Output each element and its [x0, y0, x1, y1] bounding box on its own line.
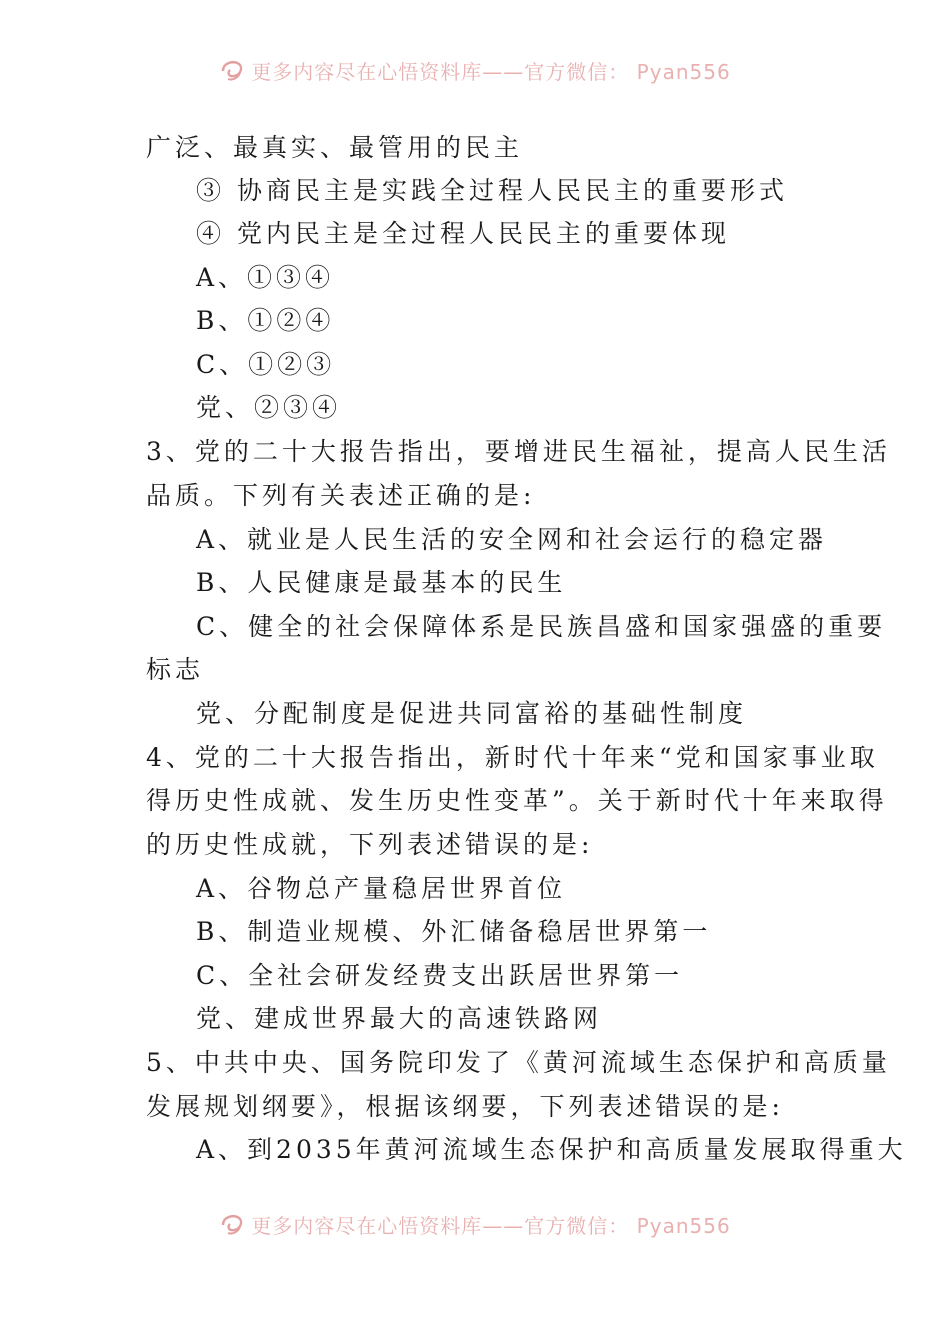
option-line: C、全社会研发经费支出跃居世界第一 [196, 961, 684, 990]
option-line: B、①②④ [196, 306, 335, 335]
watermark-text: 更多内容尽在心悟资料库——官方微信： Pyan556 [251, 59, 731, 84]
watermark-text: 更多内容尽在心悟资料库——官方微信： Pyan556 [251, 1213, 731, 1238]
question-line: 4、党的二十大报告指出，新时代十年来“党和国家事业取 [146, 743, 879, 772]
footer-watermark [0, 1206, 950, 1242]
option-line: 党、建成世界最大的高速铁路网 [196, 1004, 603, 1033]
text-line: ④ 党内民主是全过程人民民主的重要体现 [196, 219, 730, 248]
question-line: 3、党的二十大报告指出，要增进民生福祉，提高人民生活 [146, 437, 891, 466]
option-line: A、谷物总产量稳居世界首位 [196, 874, 567, 903]
option-line: 党、分配制度是促进共同富裕的基础性制度 [196, 699, 748, 728]
option-line: A、①③④ [196, 263, 335, 292]
question-line: 的历史性成就，下列表述错误的是: [146, 830, 594, 859]
option-line: B、人民健康是最基本的民生 [196, 568, 567, 597]
option-line: 标志 [146, 655, 205, 684]
text-line: ③ 协商民主是实践全过程人民民主的重要形式 [196, 176, 788, 205]
option-line: A、到2035年黄河流域生态保护和高质量发展取得重大 [196, 1135, 907, 1164]
text-line: 广泛、最真实、最管用的民主 [146, 133, 524, 162]
option-line: C、①②③ [196, 350, 336, 379]
question-line: 品质。下列有关表述正确的是: [146, 481, 536, 510]
brand-logo-icon [219, 57, 245, 83]
header-watermark [0, 52, 950, 88]
question-line: 发展规划纲要》，根据该纲要，下列表述错误的是: [146, 1092, 784, 1121]
option-line: B、制造业规模、外汇储备稳居世界第一 [196, 917, 712, 946]
question-line: 得历史性成就、发生历史性变革”。关于新时代十年来取得 [146, 786, 888, 815]
brand-logo-icon [219, 1211, 245, 1237]
question-line: 5、中共中央、国务院印发了《黄河流域生态保护和高质量 [146, 1048, 891, 1077]
option-line: C、健全的社会保障体系是民族昌盛和国家强盛的重要 [196, 612, 887, 641]
option-line: A、就业是人民生活的安全网和社会运行的稳定器 [196, 525, 828, 554]
option-line: 党、②③④ [196, 393, 342, 422]
